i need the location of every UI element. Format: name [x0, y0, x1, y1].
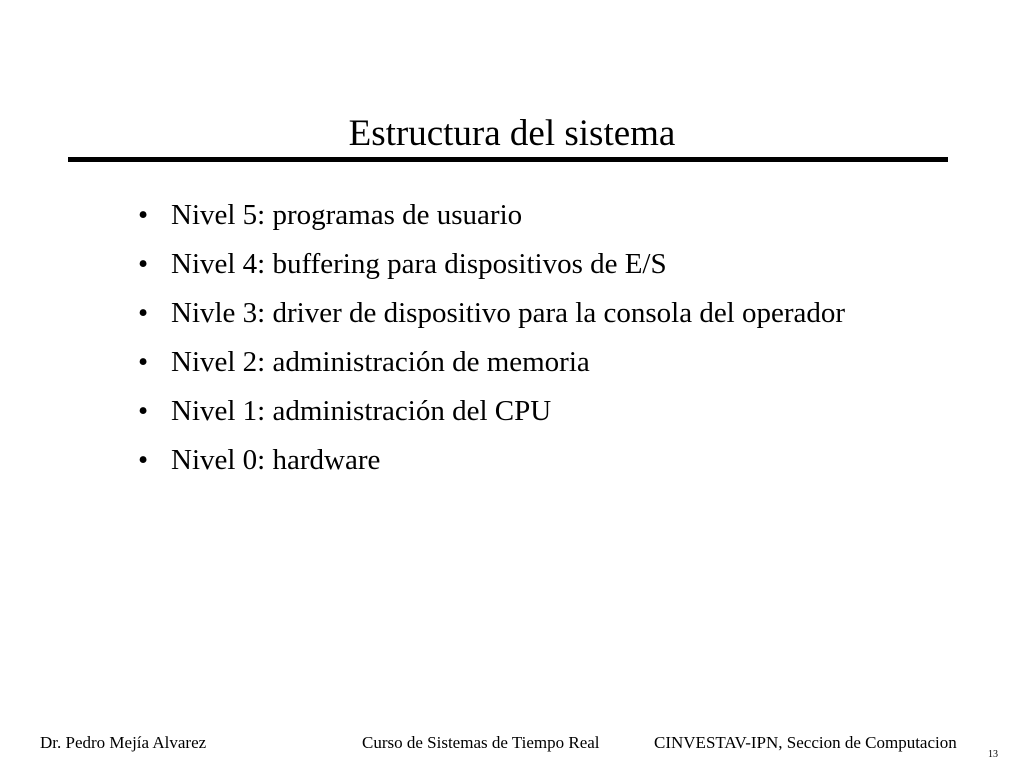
bullet-item: [138, 343, 878, 381]
bullet-icon: •: [138, 346, 149, 378]
bullet-text: Nivel 5: programas de usuario: [171, 199, 523, 231]
page-number: 13: [988, 749, 998, 760]
bullet-item: [138, 392, 878, 430]
bullet-item: [138, 245, 878, 283]
bullet-text: Nivel 1: administración del CPU: [171, 395, 552, 427]
bullet-text: Nivle 3: driver de dispositivo para la consola del operador: [171, 297, 846, 329]
bullet-item: [138, 196, 878, 234]
bullet-text: Nivel 2: administración de memoria: [171, 346, 590, 378]
bullet-icon: •: [138, 199, 149, 231]
bullet-item: [138, 294, 878, 332]
footer-author: Dr. Pedro Mejía Alvarez: [40, 733, 207, 752]
bullet-text: Nivel 0: hardware: [171, 444, 381, 476]
bullet-icon: •: [138, 248, 149, 280]
footer-course: Curso de Sistemas de Tiempo Real: [362, 733, 600, 752]
title-underline: [68, 157, 948, 162]
bullet-list: [138, 196, 878, 490]
bullet-icon: •: [138, 297, 149, 329]
slide-title: Estructura del sistema: [348, 113, 676, 154]
bullet-item: [138, 441, 878, 479]
bullet-icon: •: [138, 444, 149, 476]
bullet-text: Nivel 4: buffering para dispositivos de E/S: [171, 248, 667, 280]
footer-institution: CINVESTAV-IPN, Seccion de Computacion: [654, 733, 957, 752]
bullet-icon: •: [138, 395, 149, 427]
